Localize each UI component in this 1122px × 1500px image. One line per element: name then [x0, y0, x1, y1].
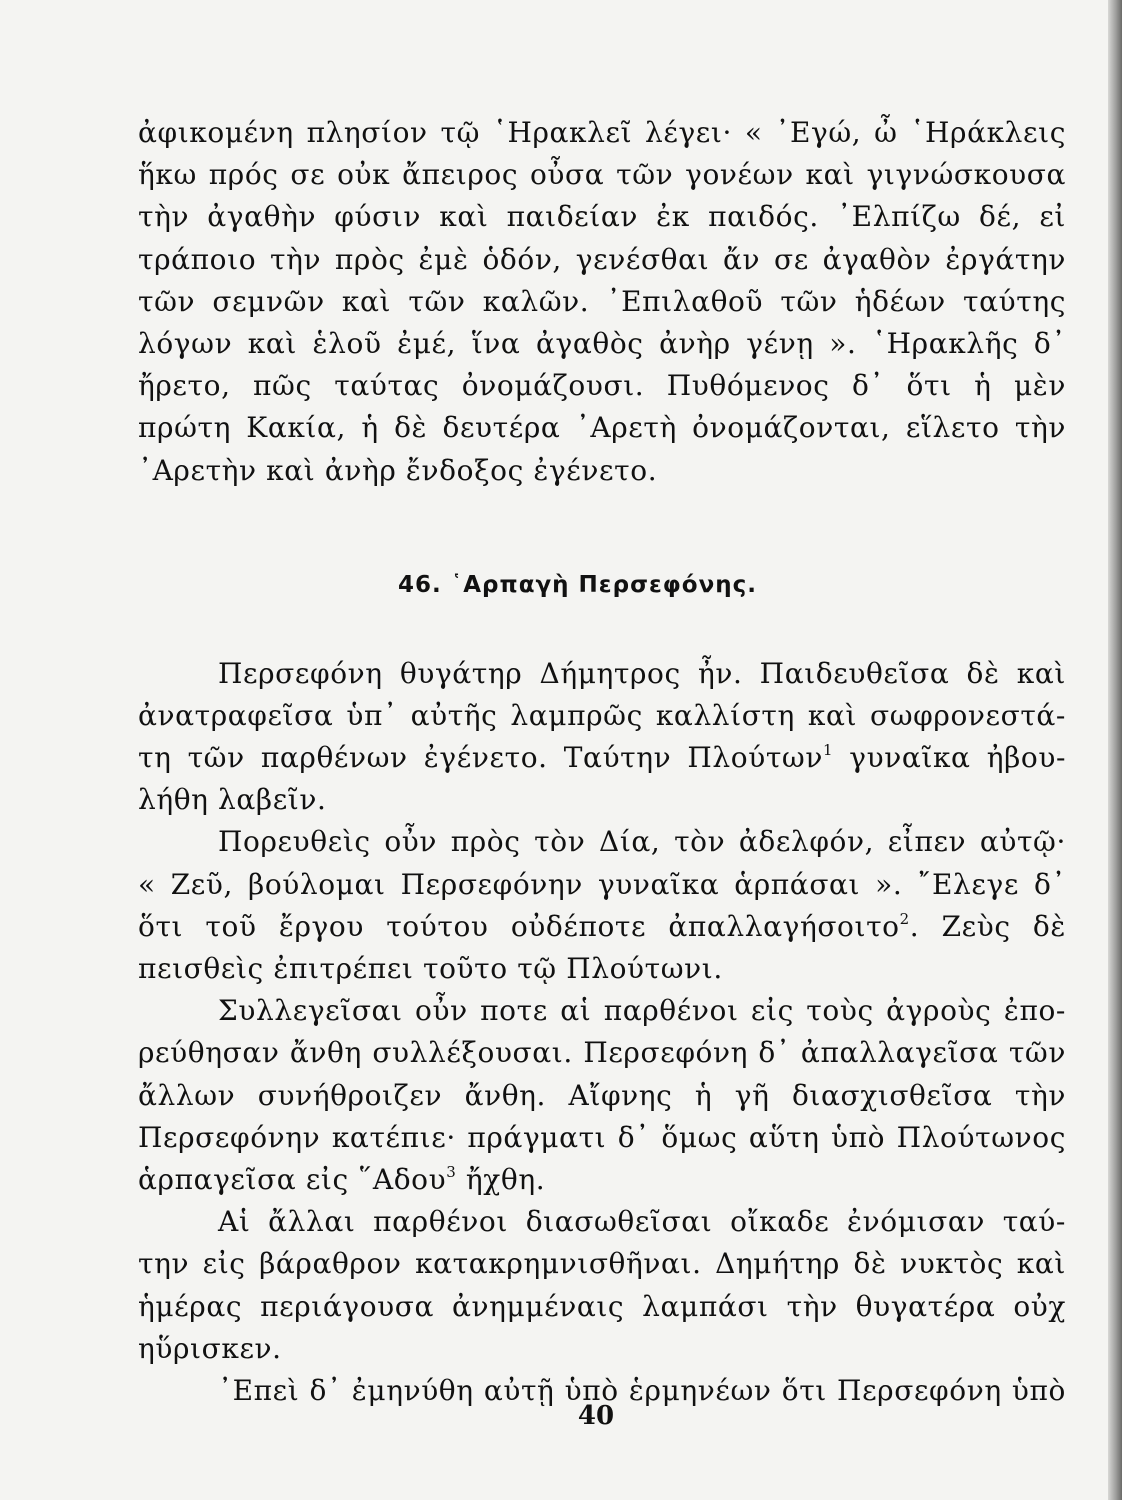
- text-line: [138, 1159, 1066, 1201]
- section-body: [138, 653, 1066, 1412]
- text-line: Συλλεγεῖσαι οὖν ποτε αἱ παρθένοι εἰς τοὺς ἀγροὺς ἐπο-: [218, 994, 1066, 1028]
- text-line: Αἱ ἄλλαι παρθένοι διασωθεῖσαι οἴκαδε ἐνόμισαν ταύ-: [218, 1205, 1066, 1239]
- section-heading: 46. ῾Αρπαγὴ Περσεφόνης.: [398, 571, 757, 598]
- text-line: [138, 737, 1066, 779]
- text-line: τῶν σεμνῶν καὶ τῶν καλῶν. ᾿Επιλαθοῦ τῶν ἡδέων ταύτης: [138, 284, 1066, 318]
- text-line: Πορευθεὶς οὖν πρὸς τὸν Δία, τὸν ἀδελφόν, εἶπεν αὐτῷ·: [218, 825, 1066, 859]
- text-line: « Ζεῦ, βούλομαι Περσεφόνην γυναῖκα ἁρπάσαι ». ῎Ελεγε δ᾿: [138, 867, 1066, 901]
- text-line: ἀνατραφεῖσα ὑπ᾿ αὐτῆς λαμπρῶς καλλίστη καὶ σωφρονεστά-: [138, 698, 1066, 732]
- paragraph-3: [138, 990, 1066, 1201]
- page-number: 40: [577, 1401, 615, 1431]
- text-line: ἤρετο, πῶς ταύτας ὀνομάζουσι. Πυθόμενος δ᾿ ὅτι ἡ μὲν: [138, 369, 1066, 403]
- text-line: ἥκω πρός σε οὐκ ἄπειρος οὖσα τῶν γονέων καὶ γιγνώσκουσα: [138, 158, 1066, 192]
- text-line: ἄλλων συνήθροιζεν ἄνθη. Αἴφνης ἡ γῆ διασχισθεῖσα τὴν: [138, 1078, 1066, 1112]
- text-line: πρώτη Κακία, ἡ δὲ δευτέρα ᾿Αρετὴ ὀνομάζονται, εἵλετο τὴν: [138, 411, 1066, 445]
- text-line: ᾿Αρετὴν καὶ ἀνὴρ ἔνδοξος ἐγένετο.: [138, 453, 658, 487]
- paragraph-1: [138, 653, 1066, 822]
- footnote-ref-3: 3: [446, 1162, 457, 1181]
- text-fragment: ἤχθη.: [465, 1162, 546, 1196]
- page-text-body: [138, 112, 1066, 1412]
- text-fragment: . Ζεὺς δὲ: [909, 909, 1066, 943]
- text-line: ρεύθησαν ἄνθη συλλέξουσαι. Περσεφόνη δ᾿ ἀπαλλαγεῖσα τῶν: [138, 1036, 1066, 1070]
- text-line: Περσεφόνη θυγάτηρ Δήμητρος ἦν. Παιδευθεῖσα δὲ καὶ: [218, 656, 1066, 690]
- text-fragment: ὅτι τοῦ ἔργου τούτου οὐδέποτε ἀπαλλαγήσοιτο: [138, 909, 900, 943]
- text-line: τράποιο τὴν πρὸς ἐμὲ ὁδόν, γενέσθαι ἄν σε ἀγαθὸν ἐργάτην: [138, 242, 1066, 276]
- text-fragment: τη τῶν παρθένων ἐγένετο. Ταύτην Πλούτων: [138, 741, 823, 775]
- text-line: ᾿Επεὶ δ᾿ ἐμηνύθη αὐτῇ ὑπὸ ἑρμηνέων ὅτι Περσεφόνη ὑπὸ: [218, 1373, 1066, 1407]
- text-line: ἡμέρας περιάγουσα ἀνημμέναις λαμπάσι τὴν θυγατέρα οὐχ: [138, 1289, 1066, 1323]
- page-binding-edge: [1108, 0, 1122, 1500]
- text-line: Περσεφόνην κατέπιε· πράγματι δ᾿ ὅμως αὕτη ὑπὸ Πλούτωνος: [138, 1120, 1066, 1154]
- text-line: λήθη λαβεῖν.: [138, 783, 327, 817]
- text-line: τὴν ἀγαθὴν φύσιν καὶ παιδείαν ἐκ παιδός. ᾿Ελπίζω δέ, εἰ: [138, 200, 1066, 234]
- paragraph-2: [138, 821, 1066, 990]
- intro-paragraph: [138, 112, 1066, 492]
- text-fragment: γυναῖκα ἠβου-: [849, 741, 1067, 775]
- text-line: ηὕρισκεν.: [138, 1331, 282, 1365]
- paragraph-4: [138, 1201, 1066, 1370]
- text-line: πεισθεὶς ἐπιτρέπει τοῦτο τῷ Πλούτωνι.: [138, 952, 723, 985]
- text-line: ἀφικομένη πλησίον τῷ ῾Ηρακλεῖ λέγει· « ᾿Εγώ, ὦ ῾Ηράκλεις: [138, 116, 1066, 149]
- text-line: την εἰς βάραθρον κατακρημνισθῆναι. Δημήτηρ δὲ νυκτὸς καὶ: [138, 1247, 1066, 1281]
- text-line: λόγων καὶ ἑλοῦ ἐμέ, ἵνα ἀγαθὸς ἀνὴρ γένῃ ». ῾Ηρακλῆς δ᾿: [138, 326, 1066, 360]
- text-fragment: ἁρπαγεῖσα εἰς ῞Αδου: [138, 1162, 447, 1196]
- footnote-ref-2: 2: [899, 909, 910, 928]
- footnote-ref-1: 1: [823, 741, 834, 760]
- text-line: [138, 906, 1066, 948]
